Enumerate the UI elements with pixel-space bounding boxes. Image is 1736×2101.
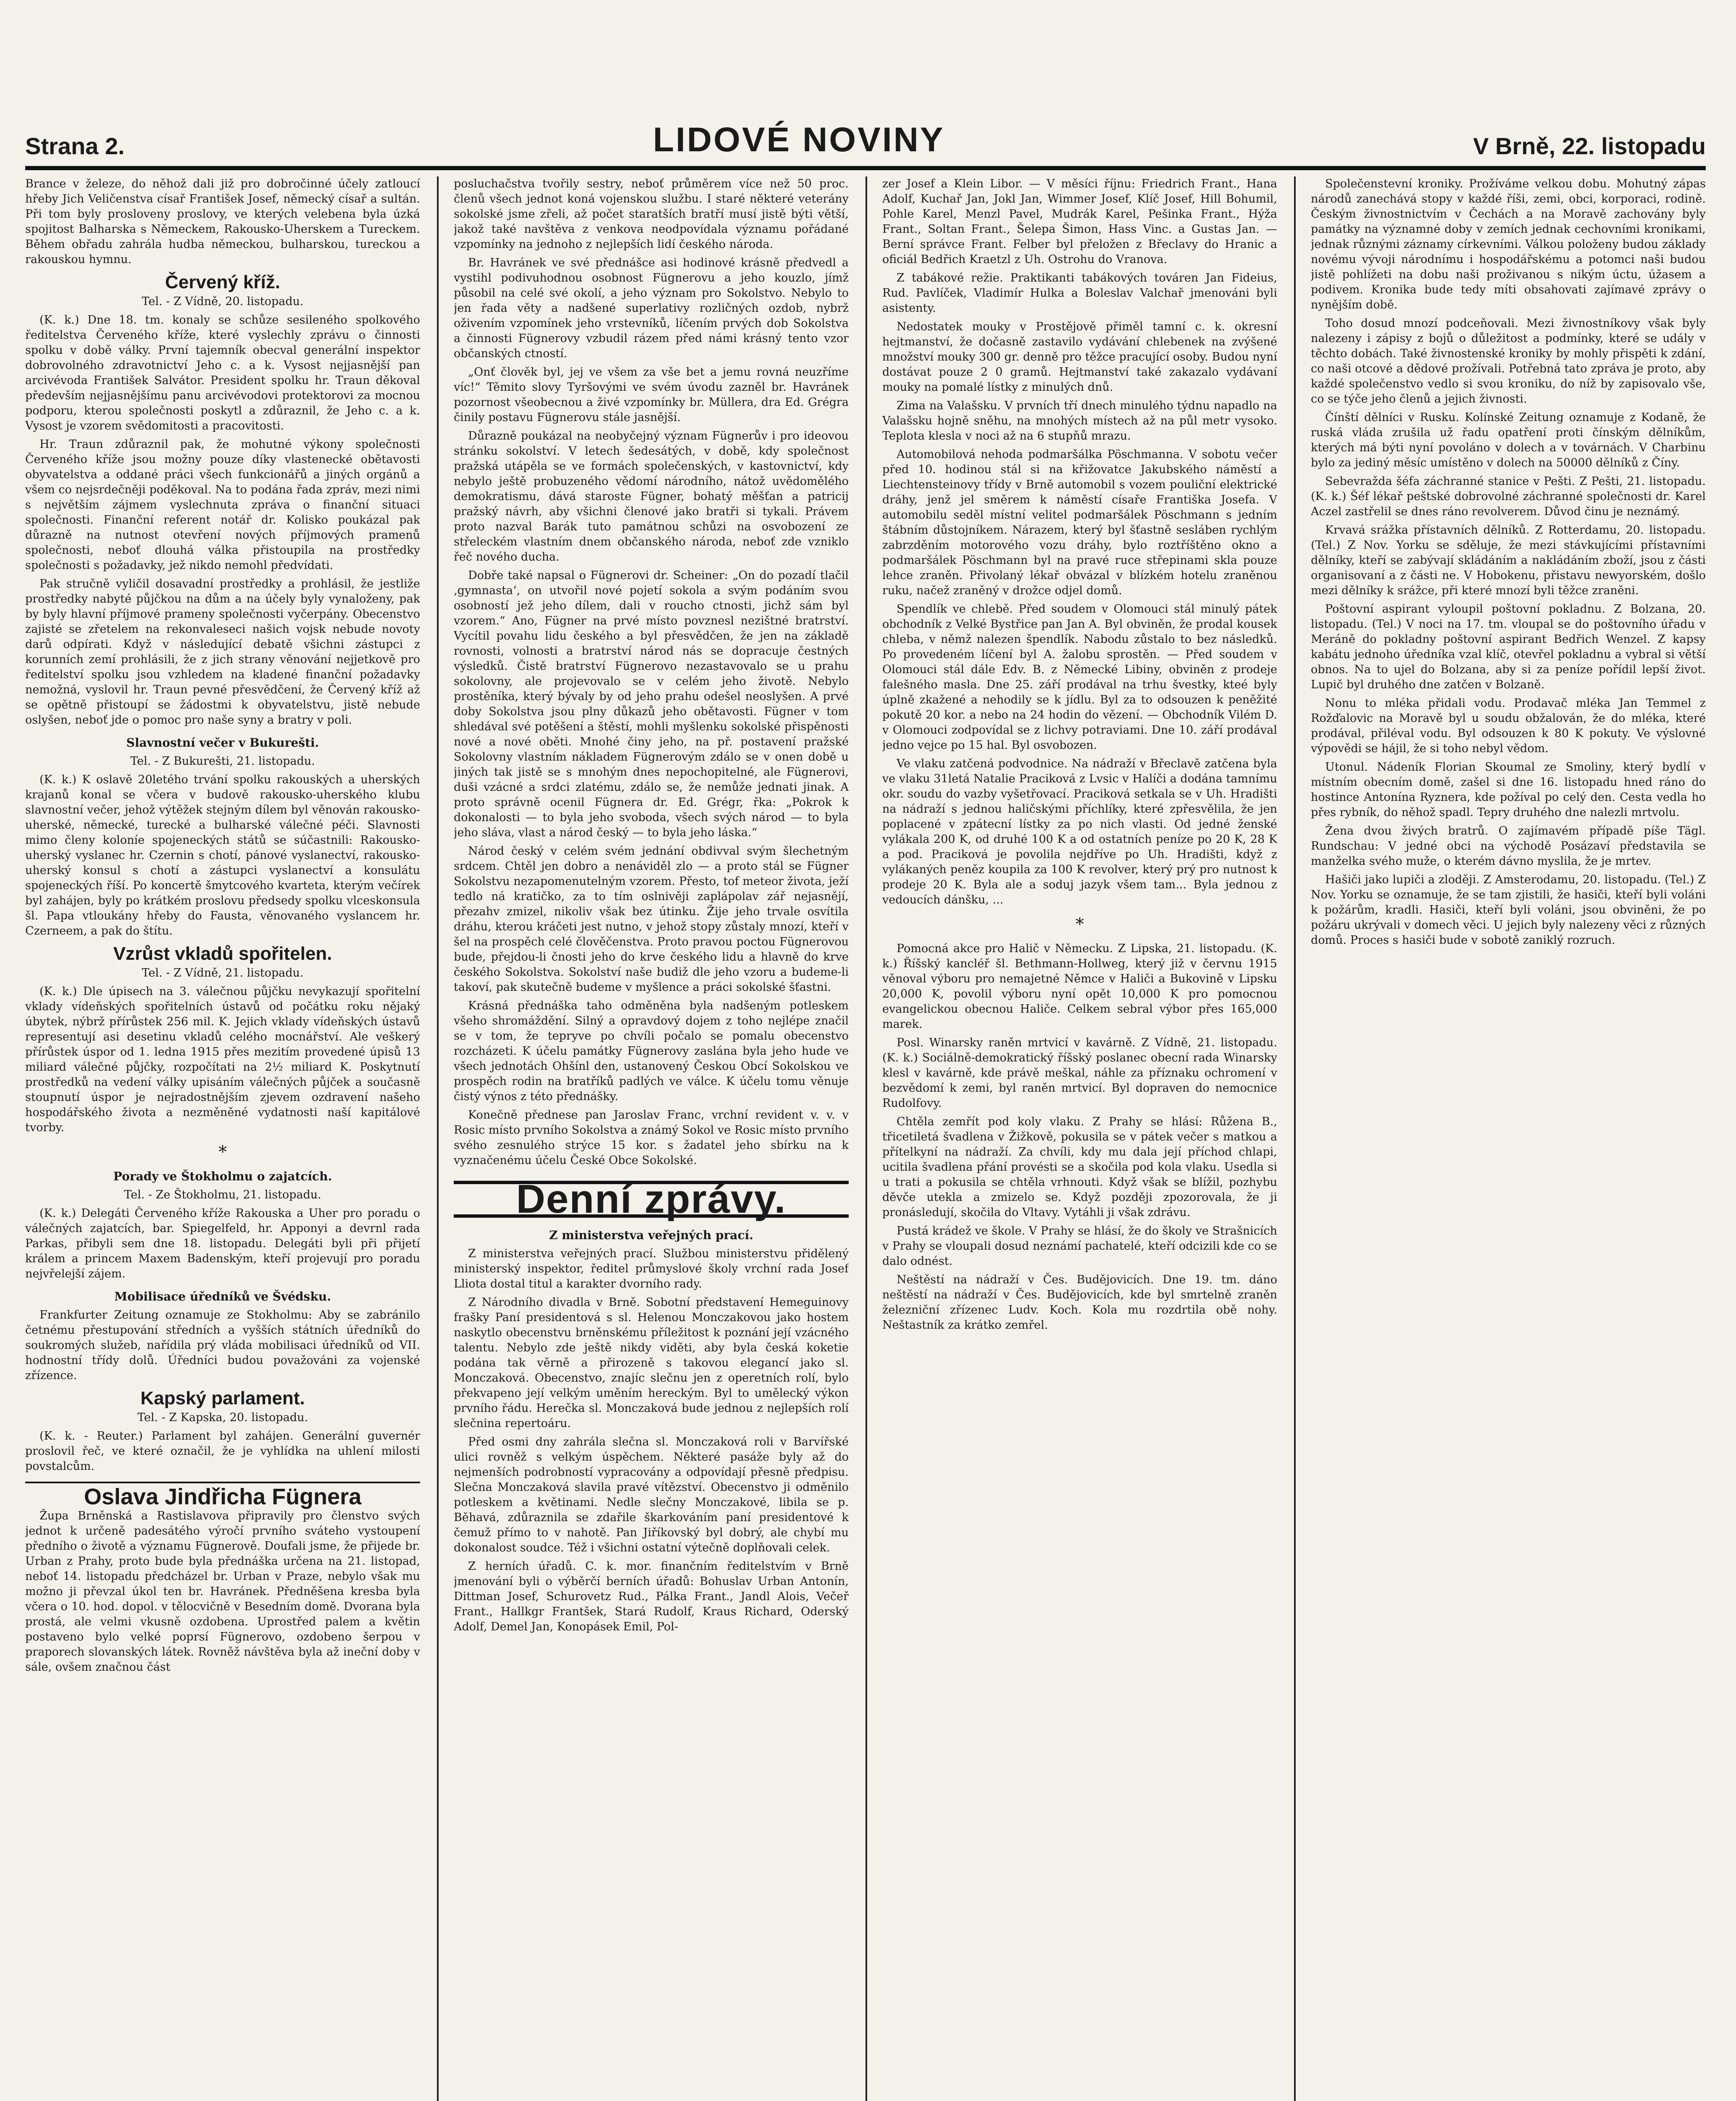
headline-stockholm: Porady ve Štokholmu o zajatcích.: [113, 1169, 332, 1183]
paragraph: Čínští dělníci v Rusku. Kolínské Zeitung oznamuje z Kodaně, že ruská vláda zrušila už řadu opatření proti čínským dělníkům, kterých má býti nyní povoláno v dolech a v továrnách. V Charbinu bylo za jediný měsíc umístěno v dolech na 50000 dělníků z Číny.: [1311, 411, 1706, 469]
paragraph: Pak stručně vyličil dosavadní prostředky a prohlásil, že jestliže prostředky nabyté půjčkou na dům a na účely byly vynaloženy, pak by byly hlavní příjmové prameny společnosti vyčerpány. Obecenstvo zajisté se zřetelem na rekonvaleseci našich vojsk nebude novoty darů odpírati. Když v následující debatě všichni zástupci z korunních zemí prohlásili, že z jich strany věnování nejjetkově pro ředitelství spolku jsou vzhledem na kladené finanční požadavky nemožná, vyslovil hr. Traun pevné přesvědčení, že Červený kříž až se opětně přistoupí se žádostmi k obyvatelstvu, jistě nebude oslyšen, neboť jde o pomoc pro naše syny a bratry v poli.: [25, 577, 420, 727]
paragraph: Chtěla zemřít pod koly vlaku. Z Prahy se hlásí: Růžena B., třicetiletá švadlena v Žižkově, pokusila se v pátek večer s matkou a přítelkyní na nádraží. Za chvíli, kdy mu dala její příchod chlapi, ucitila švadlena přání provésti se a skočila pod kola vlaku. Usedla si u trati a pokusila se chtěla vrhnouti. Když však se blížil, pozhybu děvče utekla a zmizelo se. Když později zpozorovala, že ji pronásledují, skočila do Vltavy. Vytáhli ji však zdrávu.: [882, 1115, 1277, 1219]
paragraph: (K. k. - Reuter.) Parlament byl zahájen. Generální guvernér proslovil řeč, ve které označil, že je vyhlídka na uhlení milosti povstalcům.: [25, 1430, 420, 1473]
paragraph: Krvavá srážka přístavních dělníků. Z Rotterdamu, 20. listopadu. (Tel.) Z Nov. Yorku se sděluje, že mezi stávkujícími přístavními dělníky, kteří se zabývají skládáním a nakládáním zboží, jsou z části organisovaní a z části ne. V Hobokenu, přistavu newyorském, došlo mezi dělníky k srážce, při které mnozí byli těžce zraněni.: [1311, 524, 1706, 597]
column-4: [1311, 176, 1706, 2101]
headline-ministry: Z ministerstva veřejných prací.: [549, 1228, 754, 1242]
paragraph: Společenstevní kroniky. Prožíváme velkou dobu. Mohutný zápas národů zanechává stopy v každé říši, zemi, obci, korporaci, rodině. Českým živnostnictvím v Čechách a na Moravě zachovány byly památky na významné doby v zemích jednak cechovními kronikami, jednak různými záznamy církevními. Válkou položeny budou základy novému vývoji národnímu i hospodářskému a potomci naši budou jistě pohlížeti na dobu naši proživanou s nikým úctu, úžasem a podivem. Kronika bude tedy míti obsahovati zajímavé zprávy o nynějším době.: [1311, 177, 1706, 311]
section-separator: *: [1076, 915, 1084, 934]
column-2: [454, 176, 849, 2101]
paragraph: „Onť člověk byl, jej ve všem za vše bet a jemu rovná neuzříme víc!“ Těmito slovy Tyršovými ve svém úvodu zazněl br. Havránek pozornost všeobecnou a živé vzpomínky br. Müllera, dra Ed. Grégra činily postavu Fügnerovu stále jasnější.: [454, 366, 849, 424]
paragraph: Krásná přednáška taho odměněna byla nadšeným potleskem všeho shromáždění. Silný a opravdový dojem z toho nejlépe značil se v tom, že tepryve po chvíli počalo se pomalu obecenstvo rozcházeti. K účelu památky Fügnerovy zaslána byla jeho hude ve všech jednotách Ohšínl den, ustanovený Českou Obcí Sokolskou ve prospěch rodin na bratříků padlých ve válce. K účelu tomu věnuje čistý výnos z této přednášky.: [454, 999, 849, 1103]
paragraph: Utonul. Nádeník Florian Skoumal ze Smoliny, který bydlí v místním obecním domě, zašel si dne 16. listopadu hned ráno do hostince Antonína Ryznera, kde požíval po celý den. Cesta vedla ho přes rybník, do něhož spadl. Tepry druhého dne nalezli mrtvolu.: [1311, 761, 1706, 819]
newspaper-title: LIDOVÉ NOVINY: [653, 121, 945, 159]
column-3: [882, 176, 1277, 2101]
paragraph: (K. k.) Dle úpisech na 3. válečnou půjčku nevykazují spořitelní vklady vídeňských spořitelních ústavů od počátku roku nějaký úbytek, nýbrž přírůstek 256 mil. K. Jejich vklady vídeňských ústavů representují asi desetinu vkladů celého mocnářství. Ale veškerý přírůstek úspor od 1. ledna 1915 přes mezitím provedené úpisů 13 miliard válečné půjčky, rozpočítati na 2½ miliard K. Poskytnutí prostředků na vedení války upisáním válečných půjček a současně stoupnutí úspor je nejradostnějším zjevem ozdravení našeho hospodářského života a nezměněné vydatnosti naší kapitálové tvorby.: [25, 985, 420, 1134]
paragraph: Spendlík ve chlebě. Před soudem v Olomouci stál minulý pátek obchodník z Velké Bystřice pan Jan A. Byl obviněn, že prodal kousek chleba, v němž nalezen špendlík. Nabodu zůstalo to bez následků. Po provedeném líčení byl A. žalobu sprostěn. — Před soudem v Olomouci stál dále Edv. B. z Německé Libiny, obviněn z prodeje falešného masla. Dne 25. září prodával na trhu švestky, kteé byly úplně zkažené a nehodily se k jídlu. Byl za to odsouzen k peněžité pokutě 20 kor. a nebo na 24 hodin do vězení. — Obchodník Vilém D. v Olomouci zodpovídal se z lichvy potraviami. Dne 10. září prodával jedno vejce po 15 hal. Byl osvobozen.: [882, 603, 1277, 752]
paragraph: Župa Brněnská a Rastislavova připravily pro členstvo svých jednot k určeně padesátého výročí prvního sváteho vystoupení předního o životě a významu Fügnerově. Doufali jsme, že přijede br. Urban z Prahy, proto bude byla přednáška určena na 21. listopad, neboť 14. listopadu předcházel br. Urban v Praze, nebylo však mu možno ji převzal úkol ten br. Havránek. Předněšena kresba byla včera o 10. hod. dopol. v tělocvičně v Besedním domě. Dvorana byla prostá, ale velmi vkusně ozdobena. Uprostřed palem a květin postaveno bylo velké poprsí Fügnerovo, ozdobeno šerpou v praporech slovanských látek. Rovněž návštěva byla až ineční doby v sále, ovšem značnou část: [25, 1509, 420, 1674]
paragraph: Poštovní aspirant vyloupil poštovní pokladnu. Z Bolzana, 20. listopadu. (Tel.) V noci na 17. tm. vloupal se do poštovního úřadu v Meráně do pokladny poštovní aspirant Bedřich Wenzel. Z kapsy kabátu jednoho úředníka vzal klíč, otevřel pokladnu a vybral si větší obnos. Na to ujel do Bolzana, aby si za peníze pořídil lepší život. Lupič byl druhého dne zatčen v Bolzaně.: [1311, 603, 1706, 691]
paragraph: zer Josef a Klein Libor. — V měsíci říjnu: Friedrich Frant., Hana Adolf, Kuchař Jan, Jokl Jan, Wimmer Josef, Klíč Josef, Hill Bohumil, Pohle Karel, Menzl Pavel, Mudrák Karel, Pešinka Frant., Hýža Frant., Soltan Frant., Šelepa Šimon, Hass Vinc. a Gustas Jan. — Berní správce Frant. Felber byl přeložen z Břeclavy do Hranic a oficiál Bedřich Kraetzl z Uh. Ostrohu do Vranova.: [882, 177, 1277, 266]
paragraph: (K. k.) Dne 18. tm. konaly se schůze sesileného spolkového ředitelstva Červeného kříže, které vyslechly zprávu o činnosti spolku v době války. První tajemník obecval generální inspektor dobrovolného zdravotnictví Jeho c. a k. Vysost nejjasnější pan arcivévoda František Salvátor. President spolku hr. Traun děkoval především nejjasnějšímu panu arcivévodovi protektorovi za mocnou podporu, kterou společnosti poskytl a zdůraznil, že Jeho c. a k. Vysost je vzorem svědomitosti a pracovitosti.: [25, 313, 420, 432]
section-banner-daily-news: Denní zprávy.: [454, 1181, 849, 1218]
paragraph: Konečně přednese pan Jaroslav Franc, vrchní revident v. v. v Rosic místo prvního Sokolstva a známý Sokol ve Rosic místo prvního svého zesnulého strýce 15 kor. s žadatel jeho sbírku na k vyznačenému účelu České Obce Sokolské.: [454, 1108, 849, 1167]
headline-bucharest: Slavnostní večer v Bukurešti.: [126, 736, 319, 750]
paragraph: Neštěstí na nádraží v Čes. Budějovicích. Dne 19. tm. dáno neštěstí na nádraží v Čes. Budějovicích, kde byl smrtelně zraněn železniční zřízenec Ludv. Koch. Kola mu rozdrtila obě nohy. Neštastník za krátko zemřel.: [882, 1273, 1277, 1332]
paragraph: Z ministerstva veřejných prací. Službou ministerstvu přidělený ministerský inspektor, ředitel průmyslové školy vrchní rada Josef Lliota dostal titul a karakter dvorního rady.: [454, 1247, 849, 1290]
paragraph: Pomocná akce pro Halič v Německu. Z Lipska, 21. listopadu. (K. k.) Říšský kancléř šl. Bethmann-Hollweg, který již v červnu 1915 věnoval výboru pro nemajetné Němce v Haliči a Bukovině v Lipsku 20,000 K, povolil výboru nyní opět 10,000 K pro pomocnou evangelickou obecnou Haliče. Celkem sebral výbor přes 165,000 marek.: [882, 942, 1277, 1031]
place-date: V Brně, 22. listopadu: [1473, 133, 1706, 159]
paragraph: Důrazně poukázal na neobyčejný význam Fügnerův i pro ideovou stránku sokolství. V letech šedesátých, v době, kdy společnost pražská utápěla se ve formách společenských, v kastovnictví, kdy nebylo ještě probuzeného vědomí národního, nátož uvědomělého demokratismu, dává staroste Fügner, bohatý měšťan a patricij pražský návrh, aby všichni členové jako bratři si tykali. Právem proto nazval Barák tuto památnou schůzi na osvobození ze střeleckém vlastním dnem občanského národa, neboť zde vzniklo řeč nového ducha.: [454, 429, 849, 563]
section-separator: *: [218, 1143, 227, 1162]
column-divider: [1294, 176, 1296, 2101]
page-number: Strana 2.: [25, 133, 125, 159]
paragraph: Dobře také napsal o Fügnerovi dr. Scheiner: „On do pozadí tlačil ‚gymnasta‘, on utvořil nové pojetí sokola a svým podáním svou osobností jež jeho dílem, dali v roucho ctnosti, jichž sám byl vzorem.“ Ano, Fügner na prvé místo povznesl nezištné bratrství. Vycítil povahu lidu českého a byl přesvědčen, že jen na základě rovnosti, volnosti a bratrství národ nás se dopracuje čestných výsledků. Čistě bratrství Fügnerovo nezastavovalo se u prahu sokolovny, ale projevovalo se v celém jeho životě. Nebylo prostěníka, který bývaly by od jeho prahu odešel neoslyšen. A prvé doby Sokolstva jsou plny důkazů jeho obětavosti. Fügner v tom shledával své potěšení a štěstí, mohli myšlenku sokolské přispěnosti nové a nové oběti. Mnohé činy jeho, na př. postavení pražské Sokolovny vlastním nákladem Fügnerovým zdálo se v onen době u jiných tak jistě se s mnohým dnes nepochopitelné, ale Fügnerovi, duši vzácné a srdci zlatému, zdálo se, že nemůže jednati jinak. A proto správně ocenil Fügnera dr. Ed. Grégr, řka: „Pokrok k dokonalosti — to byla jeho svoboda, všech svých národ — to byla jeho sláva, vlast a národ český — to byla jeho láska.“: [454, 569, 849, 839]
paragraph: Hr. Traun zdůraznil pak, že mohutné výkony společnosti Červeného kříže jsou možny pouze díky vlastenecké obětavosti obyvatelstva a oddané práci všech funkcionářů a jiných orgánů a všem co nejsrdečněji poděkoval. Na to podána řada zpráv, mezi nimi s největším zájmem vyslechnuta zpráva o finanční situaci společnosti. Finanční referent notář dr. Kolisko poukázal pak důrazně na nutnost otevření nových příjmových pramenů společnosti, neboť dlouhá válka přistoupila na prostředky společnosti s požadavky, jež nikdo nemohl předvídati.: [25, 438, 420, 572]
paragraph: Zima na Valašsku. V prvních tří dnech minulého týdnu napadlo na Valašsku hojně sněhu, na mnohých místech až na půl metr vysoko. Teplota klesla v noci až na 6 stupňů mrazu.: [882, 399, 1277, 442]
paragraph: Posl. Winarsky raněn mrtvicí v kavárně. Z Vídně, 21. listopadu. (K. k.) Sociálně-demokratický říšský poslanec obecní rada Winarsky klesl v kavárně, kde právě meškal, náhle za příznaku ochromení v bezvědomí k zemi, byl raněn mrtvicí. Byl dopraven do nemocnice Rudolfovy.: [882, 1036, 1277, 1110]
masthead-rule: [25, 166, 1706, 170]
article-intro: Brance v železe, do něhož dali již pro dobročinné účely zatloucí hřeby Jich Veličenstva císař František Josef, německý císař a sultán. Při tom byly prosloveny proslovy, ve kterých velebena byla úzká spojitost Balharska s Německem, Rakousko-Uherskem a Tureckem. Během obřadu zahrála hudba německou, bulharskou, tureckou a rakouskou hymnu.: [25, 177, 420, 266]
masthead: [25, 80, 1706, 160]
paragraph: Br. Havránek ve své přednášce asi hodinové krásně předvedl a vystihl podivuhodnou osobnost Fügnerovu a jeho kouzlo, jímž působil na celé své okolí, a jeho význam pro Sokolstvo. Nebylo to jen řada věty a nadšené superlativy rozličných ozdob, nybrž oživením vzpomínek jeho vrstevníků, líčením prvých dob Sokolstva a činnosti Fügnerovy vzbudil rázem před námi krásný tento vzor občanských ctností.: [454, 256, 849, 360]
paragraph: Sebevražda šéfa záchranné stanice v Pešti. Z Pešti, 21. listopadu. (K. k.) Šéf lékař peštské dobrovolné záchranné společnosti dr. Karel Aczel zastřelil se dnes ráno revolverem. Důvod činu je neznámý.: [1311, 475, 1706, 518]
paragraph: Před osmi dny zahrála slečna sl. Monczaková roli v Barvířské ulici rovněž s velkým úspěchem. Některé pasáže byly až do nejmenších podrobností vypracovány a odpovídají přesně předpisu. Slečna Monczaková slavila pravé vítězství. Obecenstvo ji odměnilo potleskem a květinami. Nedle slečny Monczakové, libila se p. Běhavá, zdůraznila se zdařile škarkováním paní presidentové k čemuž přímo to v nahotě. Pan Jiříkovský byl dobrý, ale chybí mu dokonalost soudce. Též i všichni ostatní výtečně doplňovali celek.: [454, 1435, 849, 1554]
columns: [25, 176, 1706, 2101]
paragraph: Nonu to mléka přidali vodu. Prodavač mléka Jan Temmel z Rožďalovic na Moravě byl u soudu obžalován, že do mléka, které prodával, přiléval vodu. Byl odsouzen k 80 K pokuty. Ve výslovné výpovědi se hájil, že si toho nebyl vědom.: [1311, 697, 1706, 755]
paragraph: Frankfurter Zeitung oznamuje ze Stokholmu: Aby se zabránilo četnému přestupování středních a vyšších státních úředníků do soukromých služeb, nařídila prý vláda mobilisaci úředníků od VII. hodnostní třídy dolů. Úředníci budou považováni za vojenské zřízence.: [25, 1309, 420, 1382]
headline-fugner: Oslava Jindřicha Fügnera: [25, 1482, 420, 1504]
paragraph: Z herních úřadů. C. k. mor. finančním ředitelstvím v Brně jmenování byli o výběrčí berních úřadů: Bohuslav Urban Antonín, Dittman Josef, Schurovetz Rud., Pálka Frant., Jandl Alois, Večeř Frant., Hallkgr Frantšek, Stará Rudolf, Kraus Richard, Oderský Adolf, Demel Jan, Konopásek Emil, Pol-: [454, 1560, 849, 1633]
column-divider: [865, 176, 867, 2101]
headline-cape: Kapský parlament.: [140, 1388, 305, 1409]
paragraph: Žena dvou živých bratrů. O zajímavém případě píše Tägl. Rundschau: V jedné obci na východě Posázaví představila se manželka svého muže, o kterém dávno myslila, že je mrtev.: [1311, 824, 1706, 868]
paragraph: Toho dosud mnozí podceňovali. Mezi živnostníkovy však byly nalezeny i zápisy z bojů o důležitost a podmínky, které se udály v těchto dobách. Také živnostenské kroniky by mohly přispěti k zdání, co naši otcové a dědové prožívali. Potřebná tato zpráva je proto, aby každé společenstvo vedlo si svou kroniku, do níž by zapisovalo vše, co se týče jeho členů a jejich živnosti.: [1311, 317, 1706, 405]
headline-red-cross: Červený kříž.: [165, 272, 280, 292]
column-divider: [437, 176, 439, 2101]
paragraph: Z tabákové režie. Praktikanti tabákových továren Jan Fideius, Rud. Pavlíček, Vladimír Hulka a Boleslav Valchař jmenováni byli asistenty.: [882, 271, 1277, 315]
dateline: Tel. - Z Bukurešti, 21. listopadu.: [130, 755, 315, 768]
paragraph: (K. k.) K oslavě 20letého trvání spolku rakouských a uherských krajanů konal se včera v budově rakousko-uherského klubu slavnostní večer, jehož výtěžek stejným dílem byl věnován rakousko-uherské, německé, turecké a bulharské válečné péči. Slavnosti mimo členy koloníe spojeneckých států se súčastnili: Rakousko-uherský vyslanec hr. Czernin s chotí, pánové vyslanectví, rakousko-uherský konsul s chotí a zástupci vyslanectví a konsulátu spojeneckých říší. Po koncertě šmytcového kvarteta, kterým večírek byl zahájen, byly po krátkém proslovu předsedy spolku vlceskonsula šl. Papa vtloukány hřeby do Fausta, věnovaného vyslancem hr. Czerneem, a pak do štítu.: [25, 773, 420, 937]
headline-savings: Vzrůst vkladů spořitelen.: [113, 943, 332, 964]
paragraph: Z Národního divadla v Brně. Sobotní představení Hemeguinovy frašky Paní presidentová s sl. Helenou Monczakovou jako hostem naskytlo obecenstvu brněnskému příležitost k poznání její vzácného talentu. Nebylo zde ještě nikdy viděti, aby byla česká koketie podána tak věrně a přirozeně s takovou elegancí jako sl. Monczaková. Obecenstvo, znajíc slečnu jen z operetních rolí, bylo překvapeno její velkým uměním hereckým. Byl to umělecký výkon prvního řádu. Herečka sl. Monczaková bude jednou z nejlepších rolí slečnina repertoáru.: [454, 1296, 849, 1430]
dateline: Tel. - Z Vídně, 20. listopadu.: [142, 295, 304, 308]
column-1: [25, 176, 420, 2101]
paragraph: Ve vlaku zatčená podvodnice. Na nádraží v Břeclavě zatčena byla ve vlaku 31letá Natalie Praciková z Lvsic v Halíči a dodána tamnímu okr. soudu do vazby vyšetřovací. Praciková setkala se v Uh. Hradišti na nádraží s jednou haličskými příchlíky, které zpřesvělila, že jen poplacené v zpátecní lístky za po nich vlasti. Od jedné ženské vylákala 200 K, od druhé 100 K a od ostatních peníze po 20 K, 28 K a pod. Praciková je povolila nejdříve po Uh. Hradišti, když z vylákaných peněz koupila za 100 K revolver, který prý pro nutnost k prodeje 20 K. Byla ale a soduj jazyk všem tam... Byla jednou z vedoucích dánšku, ...: [882, 757, 1277, 906]
paragraph: Národ český v celém svém jednání obdivval svým šlechetným srdcem. Chtěl jen dobro a nenáviděl zlo — a proto stál se Fügner Sokolstvu nezapomenutelným vzorem. Přesto, tof meteor života, ježí tedlo ná kratičko, za to tím oslnivěji zaplápolav zář nejasnějí, přezahv zmizel, nikoliv však bez útinku. Žije jeho trvale osvítila dráhu, kterou kráčeti jest nutno, v jehož stopy zůstaly mnozí, kteří v šel na prospěch celé člověčenstva. Proto pravou poctou Fügnerovou bude, přejdou-li čnosti jeho do krve českého lidu a hlavně do krve českého Sokolstva. Sokolství naše budiž dle jeho vzoru a budeme-li takoví, pak skutečně budeme v myšlence a práci sokolské šťastni.: [454, 845, 849, 994]
paragraph: Automobilová nehoda podmaršálka Pöschmanna. V sobotu večer před 10. hodinou stál si na křižovatce Jakubského náměstí a Liechtensteinovy třídy v Brně automobil s vozem pouliční elektrické dráhy, jenž jel směrem k náměstí císaře Františka Josefa. V automobilu seděl místní velitel podmaršálek Pöschmann s jedním štábním důstojníkem. Nárazem, který byl šťastně sesláben rychlým zabrzděním motorového vozu dráhy, bylo roztříštěno okno a podmaršálek Pöschmann byl na pravé ruce střepinami skla pouze lehce zraněn. Přivolaný lékař obvázal v blízkém hotelu zraněnou ruku, načež zraněný v drožce odjel domů.: [882, 448, 1277, 597]
paragraph: Hašiči jako lupiči a zloději. Z Amsterodamu, 20. listopadu. (Tel.) Z Nov. Yorku se oznamuje, že se tam zjistili, že hasiči, kteří byli voláni k požárům, kradli. Hasiči, kteří byli voláni, jsou obviněni, že po požáru ukrývali v domech věci. U jejich byly nalezeny věci z různých domů. Proces s hasiči bude v sobotě zaniklý rozruch.: [1311, 873, 1706, 947]
headline-sweden: Mobilisace úředníků ve Švédsku.: [114, 1290, 331, 1303]
paragraph: Nedostatek mouky v Prostějově přiměl tamní c. k. okresní hejtmanství, že dočasně zastavilo vydávání chlebenek na zvýšené množství mouky 300 gr. denně pro těžce pracující osoby. Budou nyní dostávat pouze 2 0 gramů. Hejtmanství také zakazalo vydávaní mouky na pomalé lístky z minulých dnů.: [882, 320, 1277, 394]
dateline: Tel. - Z Vídně, 21. listopadu.: [142, 966, 304, 979]
paragraph: (K. k.) Delegáti Červeného kříže Rakouska a Uher pro poradu o válečných zajatcích, bar. Spiegelfeld, hr. Apponyi a devrnl rada Parkas, přibyli sem dne 18. listopadu. Delegáti byli při přijetí králem a princem Maxem Badenským, kteří projevují pro poradu nejvřelejší zájem.: [25, 1207, 420, 1280]
dateline: Tel. - Ze Štokholmu, 21. listopadu.: [124, 1188, 321, 1201]
dateline: Tel. - Z Kapska, 20. listopadu.: [137, 1411, 308, 1424]
paragraph: posluchačstva tvořily sestry, neboť průměrem více než 50 proc. členů všech jednot koná vojenskou službu. I staré některé veterány sokolské jsme zřeli, až počet staratších bratří musí jistě býti větší, jakož také navštěva z venkova neodpovídala významu pořádané vzpomínky na jednoho z nejlepších lidí českého národa.: [454, 177, 849, 251]
paragraph: Pustá krádež ve škole. V Prahy se hlásí, že do školy ve Strašnicích v Prahy se vloupali dosud neznámí pachatelé, kteří odcizili kde co se dalo odnést.: [882, 1224, 1277, 1268]
